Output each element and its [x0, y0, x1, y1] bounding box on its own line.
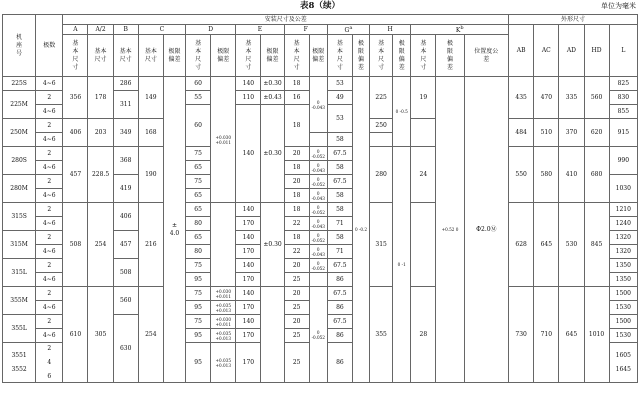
dimension-table [2, 14, 638, 383]
g-cell: 58 [327, 203, 352, 217]
d-cell: 95 [186, 329, 211, 343]
d-cell: 75 [186, 147, 211, 161]
basic-label: 基本尺寸 [236, 35, 261, 77]
h-tol-cell: 0 -1 [393, 147, 411, 383]
g-cell: 58 [327, 133, 352, 147]
e-cell: 170 [236, 273, 261, 287]
poles-header: 极数 [36, 15, 63, 77]
frame-cell: 3551 3552 [3, 343, 36, 383]
basic-label: 基本尺寸 [138, 35, 163, 77]
ab-cell: 435 [509, 77, 534, 119]
hd-cell: 1010 [584, 287, 609, 383]
e-cell: 170 [236, 245, 261, 259]
d-cell: 75 [186, 175, 211, 189]
b-cell: 406 [113, 203, 138, 231]
h-cell: 280 [370, 147, 393, 203]
g-tol-cell: 0 -0.2 [352, 77, 369, 383]
f-cell: 18 [284, 161, 309, 175]
d-cell: 80 [186, 245, 211, 259]
ad-cell: 370 [559, 119, 584, 147]
b-cell: 630 [113, 315, 138, 383]
l-cell: 915 [609, 119, 637, 147]
l-cell: 1500 [609, 287, 637, 301]
poles-cell: 4~6 [36, 301, 63, 315]
header-AC: AC [534, 25, 559, 77]
d-cell: 65 [186, 231, 211, 245]
b-cell: 286 [113, 77, 138, 91]
basic-label: 基本尺寸 [88, 35, 113, 77]
poles-cell: 2 [36, 259, 63, 273]
e-cell: 170 [236, 217, 261, 231]
d-cell: 60 [186, 77, 211, 91]
g-cell: 58 [327, 231, 352, 245]
poles-cell: 2 4 6 [36, 343, 63, 383]
l-cell: 1320 [609, 245, 637, 259]
frame-cell: 315S [3, 203, 36, 231]
d-cell: 75 [186, 287, 211, 301]
k-cell: 19 [411, 77, 436, 119]
poles-cell: 4~6 [36, 189, 63, 203]
f-cell: 16 [284, 91, 309, 105]
outline-header: 外形尺寸 [509, 15, 638, 25]
l-cell: 1605 1645 [609, 343, 637, 383]
b-cell: 311 [113, 91, 138, 119]
k-cell: 28 [411, 287, 436, 383]
frame-cell: 280S [3, 147, 36, 175]
frame-cell: 315M [3, 231, 36, 259]
d-cell: 95 [186, 301, 211, 315]
k-pos-cell: Φ2.0Ⓜ [464, 77, 509, 383]
f-cell: 20 [284, 315, 309, 329]
frame-cell: 225M [3, 91, 36, 119]
poles-cell: 4~6 [36, 77, 63, 91]
header-L: L [609, 25, 637, 77]
poles-cell: 2 [36, 203, 63, 217]
a-cell: 356 [63, 77, 88, 119]
ac-cell: 645 [534, 203, 559, 287]
g-cell: 58 [327, 189, 352, 203]
hd-cell: 560 [584, 77, 609, 119]
e-cell: 140 [236, 287, 261, 301]
caption [0, 0, 640, 14]
c-cell: 190 [138, 147, 163, 203]
f-tol-cell: 0 -0.043 [309, 217, 327, 231]
l-cell: 1030 [609, 175, 637, 203]
ab-cell: 550 [509, 147, 534, 203]
f-cell: 18 [284, 105, 309, 147]
b-cell: 349 [113, 119, 138, 147]
poles-cell: 2 [36, 119, 63, 133]
l-cell: 990 [609, 147, 637, 175]
frame-header: 机座号 [3, 15, 36, 77]
basic-label: 基本尺寸 [63, 35, 88, 77]
a-cell: 457 [63, 147, 88, 203]
basic-label: 基本尺寸 [411, 35, 436, 77]
g-cell: 67.5 [327, 147, 352, 161]
d-cell: 75 [186, 315, 211, 329]
tol-label: 极限偏差 [163, 35, 185, 77]
e-cell: 140 [236, 105, 261, 203]
e-cell: 140 [236, 315, 261, 329]
header-B: B [113, 25, 138, 35]
hd-cell: 680 [584, 147, 609, 203]
h-cell: 250 [370, 119, 393, 133]
f-cell: 25 [284, 273, 309, 287]
d-tol-cell: +0.030 +0.011 [211, 77, 236, 203]
f-tol-cell: 0 -0.052 [309, 259, 327, 273]
poles-cell: 4~6 [36, 133, 63, 147]
c-cell: 168 [138, 119, 163, 147]
ab-cell: 628 [509, 203, 534, 287]
ab-cell: 730 [509, 287, 534, 383]
f-tol-cell: 0 -0.052 [309, 147, 327, 161]
ab-cell: 484 [509, 119, 534, 147]
f-cell: 25 [284, 301, 309, 315]
e-cell: 140 [236, 259, 261, 273]
header-AD: AD [559, 25, 584, 77]
l-cell: 1320 [609, 231, 637, 245]
f-tol-cell [309, 133, 327, 147]
tol-label: 极限偏差 [436, 35, 464, 77]
hd-cell: 620 [584, 119, 609, 147]
f-cell: 22 [284, 217, 309, 231]
k-cell [411, 119, 436, 147]
poles-cell: 2 [36, 175, 63, 189]
d-cell: 65 [186, 161, 211, 175]
ad-cell: 335 [559, 77, 584, 119]
l-cell: 1350 [609, 259, 637, 273]
e-cell: 170 [236, 343, 261, 383]
f-tol-cell: 0 -0.043 [309, 77, 327, 133]
basic-label: 基本尺寸 [113, 35, 138, 77]
pos-label: 位置度公差 [464, 35, 509, 77]
a2-cell: 203 [88, 119, 113, 147]
d-tol-cell [211, 203, 236, 287]
b-cell: 457 [113, 231, 138, 259]
header-F: F [284, 25, 327, 35]
f-cell: 18 [284, 77, 309, 91]
g-cell: 53 [327, 77, 352, 91]
e-tol-cell: ±0.30 [261, 77, 284, 91]
header-H: H [370, 25, 411, 35]
e-cell: 140 [236, 77, 261, 91]
l-cell: 1240 [609, 217, 637, 231]
g-cell: 67.5 [327, 287, 352, 301]
f-cell: 18 [284, 203, 309, 217]
f-tol-cell: 0 -0.052 [309, 203, 327, 217]
f-tol-cell: 0 -0.052 [309, 287, 327, 383]
f-cell: 20 [284, 147, 309, 161]
e-tol-cell: ±0.30 [261, 203, 284, 287]
h-cell: 225 [370, 77, 393, 119]
b-cell: 560 [113, 287, 138, 315]
a2-cell: 228.5 [88, 147, 113, 203]
tol-label: 极限偏差 [393, 35, 411, 77]
f-tol-cell: 0 -0.043 [309, 161, 327, 175]
frame-cell: 280M [3, 175, 36, 203]
a2-cell: 305 [88, 287, 113, 383]
g-cell: 67.5 [327, 175, 352, 189]
hd-cell: 845 [584, 203, 609, 287]
header-AB: AB [509, 25, 534, 77]
e-cell: 110 [236, 91, 261, 105]
basic-label: 基本尺寸 [186, 35, 211, 77]
ac-cell: 510 [534, 119, 559, 147]
d-cell: 80 [186, 217, 211, 231]
c-cell: 254 [138, 287, 163, 383]
header-A: A [63, 25, 88, 35]
g-cell: 49 [327, 91, 352, 105]
a2-cell: 254 [88, 203, 113, 287]
d-tol-cell: +0.030 +0.011 [211, 315, 236, 329]
d-cell: 95 [186, 343, 211, 383]
h-tol-cell: 0 -0.5 [393, 77, 411, 147]
f-cell: 22 [284, 245, 309, 259]
f-cell: 20 [284, 175, 309, 189]
k-cell: 24 [411, 147, 436, 203]
f-tol-cell: 0 -0.052 [309, 231, 327, 245]
g-cell: 58 [327, 161, 352, 175]
e-cell: 140 [236, 203, 261, 217]
ac-cell: 470 [534, 77, 559, 119]
b-cell: 419 [113, 175, 138, 203]
h-cell: 355 [370, 287, 393, 383]
g-cell: 67.5 [327, 315, 352, 329]
header-G: $G^a$ [327, 25, 369, 35]
f-tol-cell: 0 -0.043 [309, 245, 327, 259]
d-cell: 65 [186, 203, 211, 217]
d-tol-cell: +0.035 +0.013 [211, 343, 236, 383]
e-tol-cell [261, 287, 284, 383]
d-cell: 95 [186, 273, 211, 287]
f-tol-cell [309, 273, 327, 287]
k-cell [411, 203, 436, 287]
a-cell: 610 [63, 287, 88, 383]
header-E: E [236, 25, 284, 35]
g-cell: 53 [327, 105, 352, 133]
h-cell: 315 [370, 203, 393, 287]
header-C: C [138, 25, 185, 35]
header-D: D [186, 25, 236, 35]
c-cell: 216 [138, 203, 163, 287]
frame-cell: 355M [3, 287, 36, 315]
f-cell: 18 [284, 189, 309, 203]
g-cell: 86 [327, 301, 352, 315]
frame-cell: 355L [3, 315, 36, 343]
poles-cell: 2 [36, 91, 63, 105]
d-cell: 55 [186, 91, 211, 105]
f-cell: 18 [284, 231, 309, 245]
e-cell: 170 [236, 301, 261, 315]
header-K: $K^b$ [411, 25, 509, 35]
f-cell: 20 [284, 287, 309, 301]
ac-cell: 580 [534, 147, 559, 203]
basic-label: 基本尺寸 [327, 35, 352, 77]
basic-label: 基本尺寸 [284, 35, 309, 77]
install-header: 安装尺寸及公差 [63, 15, 509, 25]
tol-label: 极限偏差 [261, 35, 284, 77]
frame-cell: 250M [3, 119, 36, 147]
tol-label: 极限偏差 [352, 35, 369, 77]
g-cell: 86 [327, 329, 352, 343]
l-cell: 825 [609, 77, 637, 91]
b-cell: 368 [113, 147, 138, 175]
header-HD: HD [584, 25, 609, 77]
table-title: 表8（续） [300, 1, 340, 11]
l-cell: 1530 [609, 329, 637, 343]
poles-cell: 2 [36, 147, 63, 161]
header-A2: A/2 [88, 25, 113, 35]
f-tol-cell: 0 -0.043 [309, 189, 327, 203]
frame-cell: 225S [3, 77, 36, 91]
poles-cell: 4~6 [36, 273, 63, 287]
poles-cell: 2 [36, 315, 63, 329]
g-cell: 86 [327, 273, 352, 287]
e-tol-cell: ±0.43 [261, 91, 284, 105]
d-cell: 65 [186, 189, 211, 203]
d-cell: 75 [186, 259, 211, 273]
d-tol-cell: +0.030 +0.011 [211, 287, 236, 301]
poles-cell: 4~6 [36, 329, 63, 343]
f-cell: 25 [284, 343, 309, 383]
a2-cell: 178 [88, 77, 113, 119]
ad-cell: 530 [559, 203, 584, 287]
poles-cell: 4~6 [36, 245, 63, 259]
l-cell: 1210 [609, 203, 637, 217]
d-tol-cell: +0.035 +0.013 [211, 301, 236, 315]
poles-cell: 4~6 [36, 217, 63, 231]
l-cell: 1530 [609, 301, 637, 315]
poles-cell: 2 [36, 287, 63, 301]
tol-label: 极限偏差 [309, 35, 327, 77]
frame-cell: 315L [3, 259, 36, 287]
f-cell: 25 [284, 329, 309, 343]
f-cell: 20 [284, 259, 309, 273]
ac-cell: 710 [534, 287, 559, 383]
f-tol-cell: 0 -0.052 [309, 175, 327, 189]
l-cell: 830 [609, 91, 637, 105]
a-cell: 406 [63, 119, 88, 147]
e-tol-cell: ±0.30 [261, 105, 284, 203]
poles-cell: 2 [36, 231, 63, 245]
tol-label: 极限偏差 [211, 35, 236, 77]
unit-label: 单位为毫米 [601, 2, 636, 10]
g-cell: 71 [327, 217, 352, 231]
poles-cell: 4~6 [36, 161, 63, 175]
basic-label: 基本尺寸 [370, 35, 393, 77]
ad-cell: 645 [559, 287, 584, 383]
d-tol-cell: +0.035 +0.013 [211, 329, 236, 343]
d-cell: 60 [186, 105, 211, 147]
a-cell: 508 [63, 203, 88, 287]
e-cell: 170 [236, 329, 261, 343]
k-tol-cell: +0.52 0 [436, 77, 464, 383]
g-cell: 86 [327, 343, 352, 383]
l-cell: 1350 [609, 273, 637, 287]
poles-cell: 4~6 [36, 105, 63, 119]
l-cell: 855 [609, 105, 637, 119]
g-cell: 67.5 [327, 259, 352, 273]
b-cell: 508 [113, 259, 138, 287]
h-cell [370, 133, 393, 147]
ad-cell: 410 [559, 147, 584, 203]
e-cell: 140 [236, 231, 261, 245]
l-cell: 1500 [609, 315, 637, 329]
c-cell: 149 [138, 77, 163, 119]
c-tol-cell: ± 4.0 [163, 77, 185, 383]
g-cell: 71 [327, 245, 352, 259]
